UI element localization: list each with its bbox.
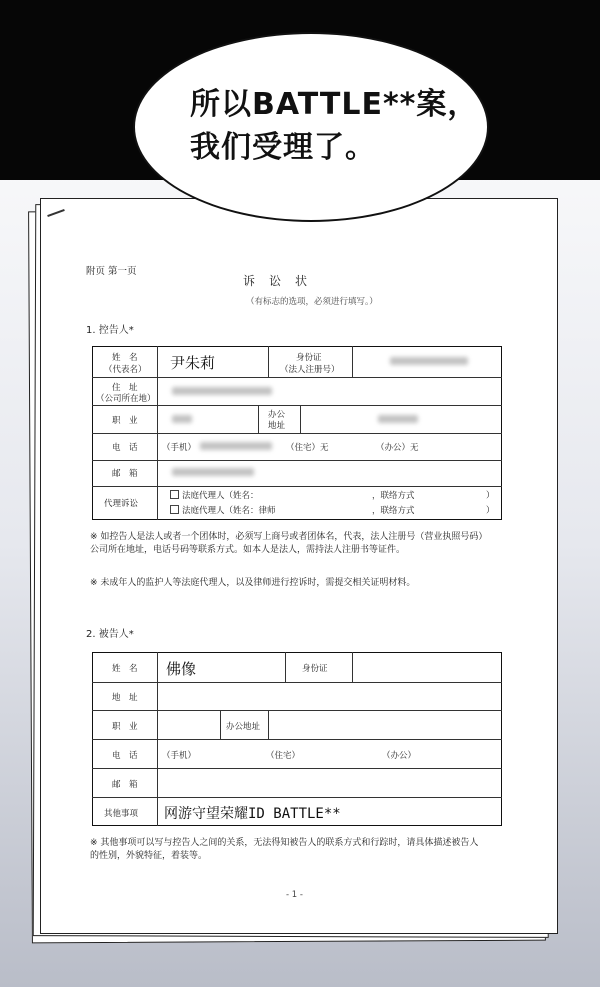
plaintiff-job-label: 职 业 <box>112 416 138 426</box>
defendant-other-value: 网游守望荣耀ID BATTLE** <box>164 806 341 822</box>
redacted-office <box>378 415 418 423</box>
plaintiff-office-label: 办公 <box>268 410 286 420</box>
plaintiff-home-phone: （住宅）无 <box>286 443 329 453</box>
plaintiff-name-value: 尹朱莉 <box>170 354 216 372</box>
speech-line-2: 我们受理了。 <box>190 130 376 165</box>
plaintiff-office-phone: （办公）无 <box>376 443 419 453</box>
section-plaintiff-heading: 1. 控告人* <box>86 325 134 336</box>
plaintiff-agent-label: 代理诉讼 <box>104 499 139 509</box>
note-plaintiff-legal-entity: ※ 如控告人是法人或者一个团体时，必须写上商号或者团体名，代表，法人注册号（营业执照号码）公司所在地址，电话号码等联系方式。如本人是法人，需持法人注册书等证件。 <box>90 532 483 555</box>
defendant-name-label: 姓 名 <box>112 664 138 674</box>
plaintiff-id-label: 身份证 <box>296 353 322 363</box>
section-defendant-heading: 2. 被告人* <box>86 629 134 640</box>
note-defendant-description: ※ 其他事项可以写与控告人之间的关系，无法得知被告人的联系方式和行踪时，请具体描述被告人的性别，外貌特征，着装等。 <box>90 838 479 861</box>
agent1-text: 法庭代理人（姓名： <box>182 491 259 501</box>
defendant-name-value: 佛像 <box>166 660 197 678</box>
plaintiff-id-sublabel: （法人注册号） <box>280 365 340 375</box>
document-subtitle: （有标志的选项，必须进行填写。） <box>246 297 378 307</box>
defendant-office-phone: （办公） <box>382 751 417 761</box>
speech-line-1: 所以BATTLE**案， <box>190 87 479 122</box>
defendant-email-label: 邮 箱 <box>112 780 138 790</box>
page-number: - 1 - <box>286 890 303 900</box>
defendant-office-label: 办公地址 <box>226 722 261 732</box>
defendant-job-label: 职 业 <box>112 722 138 732</box>
agent1-contact: ，联络方式 <box>372 491 415 501</box>
defendant-home-phone: （住宅） <box>266 751 301 761</box>
plaintiff-phone-label: 电 话 <box>112 443 138 453</box>
plaintiff-address-label: 住 址 <box>112 383 138 393</box>
redacted-job <box>172 415 192 423</box>
page-label: 附页 第一页 <box>86 266 137 277</box>
redacted-address <box>172 387 272 395</box>
plaintiff-office-label-2: 地址 <box>268 421 286 431</box>
note-minor-guardian: ※ 未成年人的监护人等法庭代理人，以及律师进行控诉时，需提交相关证明材料。 <box>90 578 416 588</box>
redacted-mobile <box>200 442 272 450</box>
plaintiff-name-label: 姓 名 <box>112 353 138 363</box>
plaintiff-address-sublabel: （公司所在地） <box>96 394 156 404</box>
defendant-id-label: 身份证 <box>302 664 328 674</box>
redacted-email <box>172 468 254 476</box>
agent2-checkbox[interactable] <box>170 505 179 514</box>
agent2-close: ） <box>486 506 495 516</box>
agent2-text: 法庭代理人（姓名：律师 <box>182 506 276 516</box>
defendant-other-label: 其他事项 <box>104 809 139 819</box>
plaintiff-email-label: 邮 箱 <box>112 469 138 479</box>
defendant-mobile-label: （手机） <box>162 751 197 761</box>
redacted-id <box>390 357 468 365</box>
plaintiff-mobile-label: （手机） <box>162 443 197 453</box>
agent1-checkbox[interactable] <box>170 490 179 499</box>
speech-bubble-text <box>190 83 478 169</box>
agent2-contact: ，联络方式 <box>372 506 415 516</box>
plaintiff-name-sublabel: （代表名） <box>104 365 147 375</box>
agent1-close: ） <box>486 491 495 501</box>
defendant-phone-label: 电 话 <box>112 751 138 761</box>
document-title: 诉 讼 状 <box>243 274 309 288</box>
defendant-address-label: 地 址 <box>112 693 138 703</box>
